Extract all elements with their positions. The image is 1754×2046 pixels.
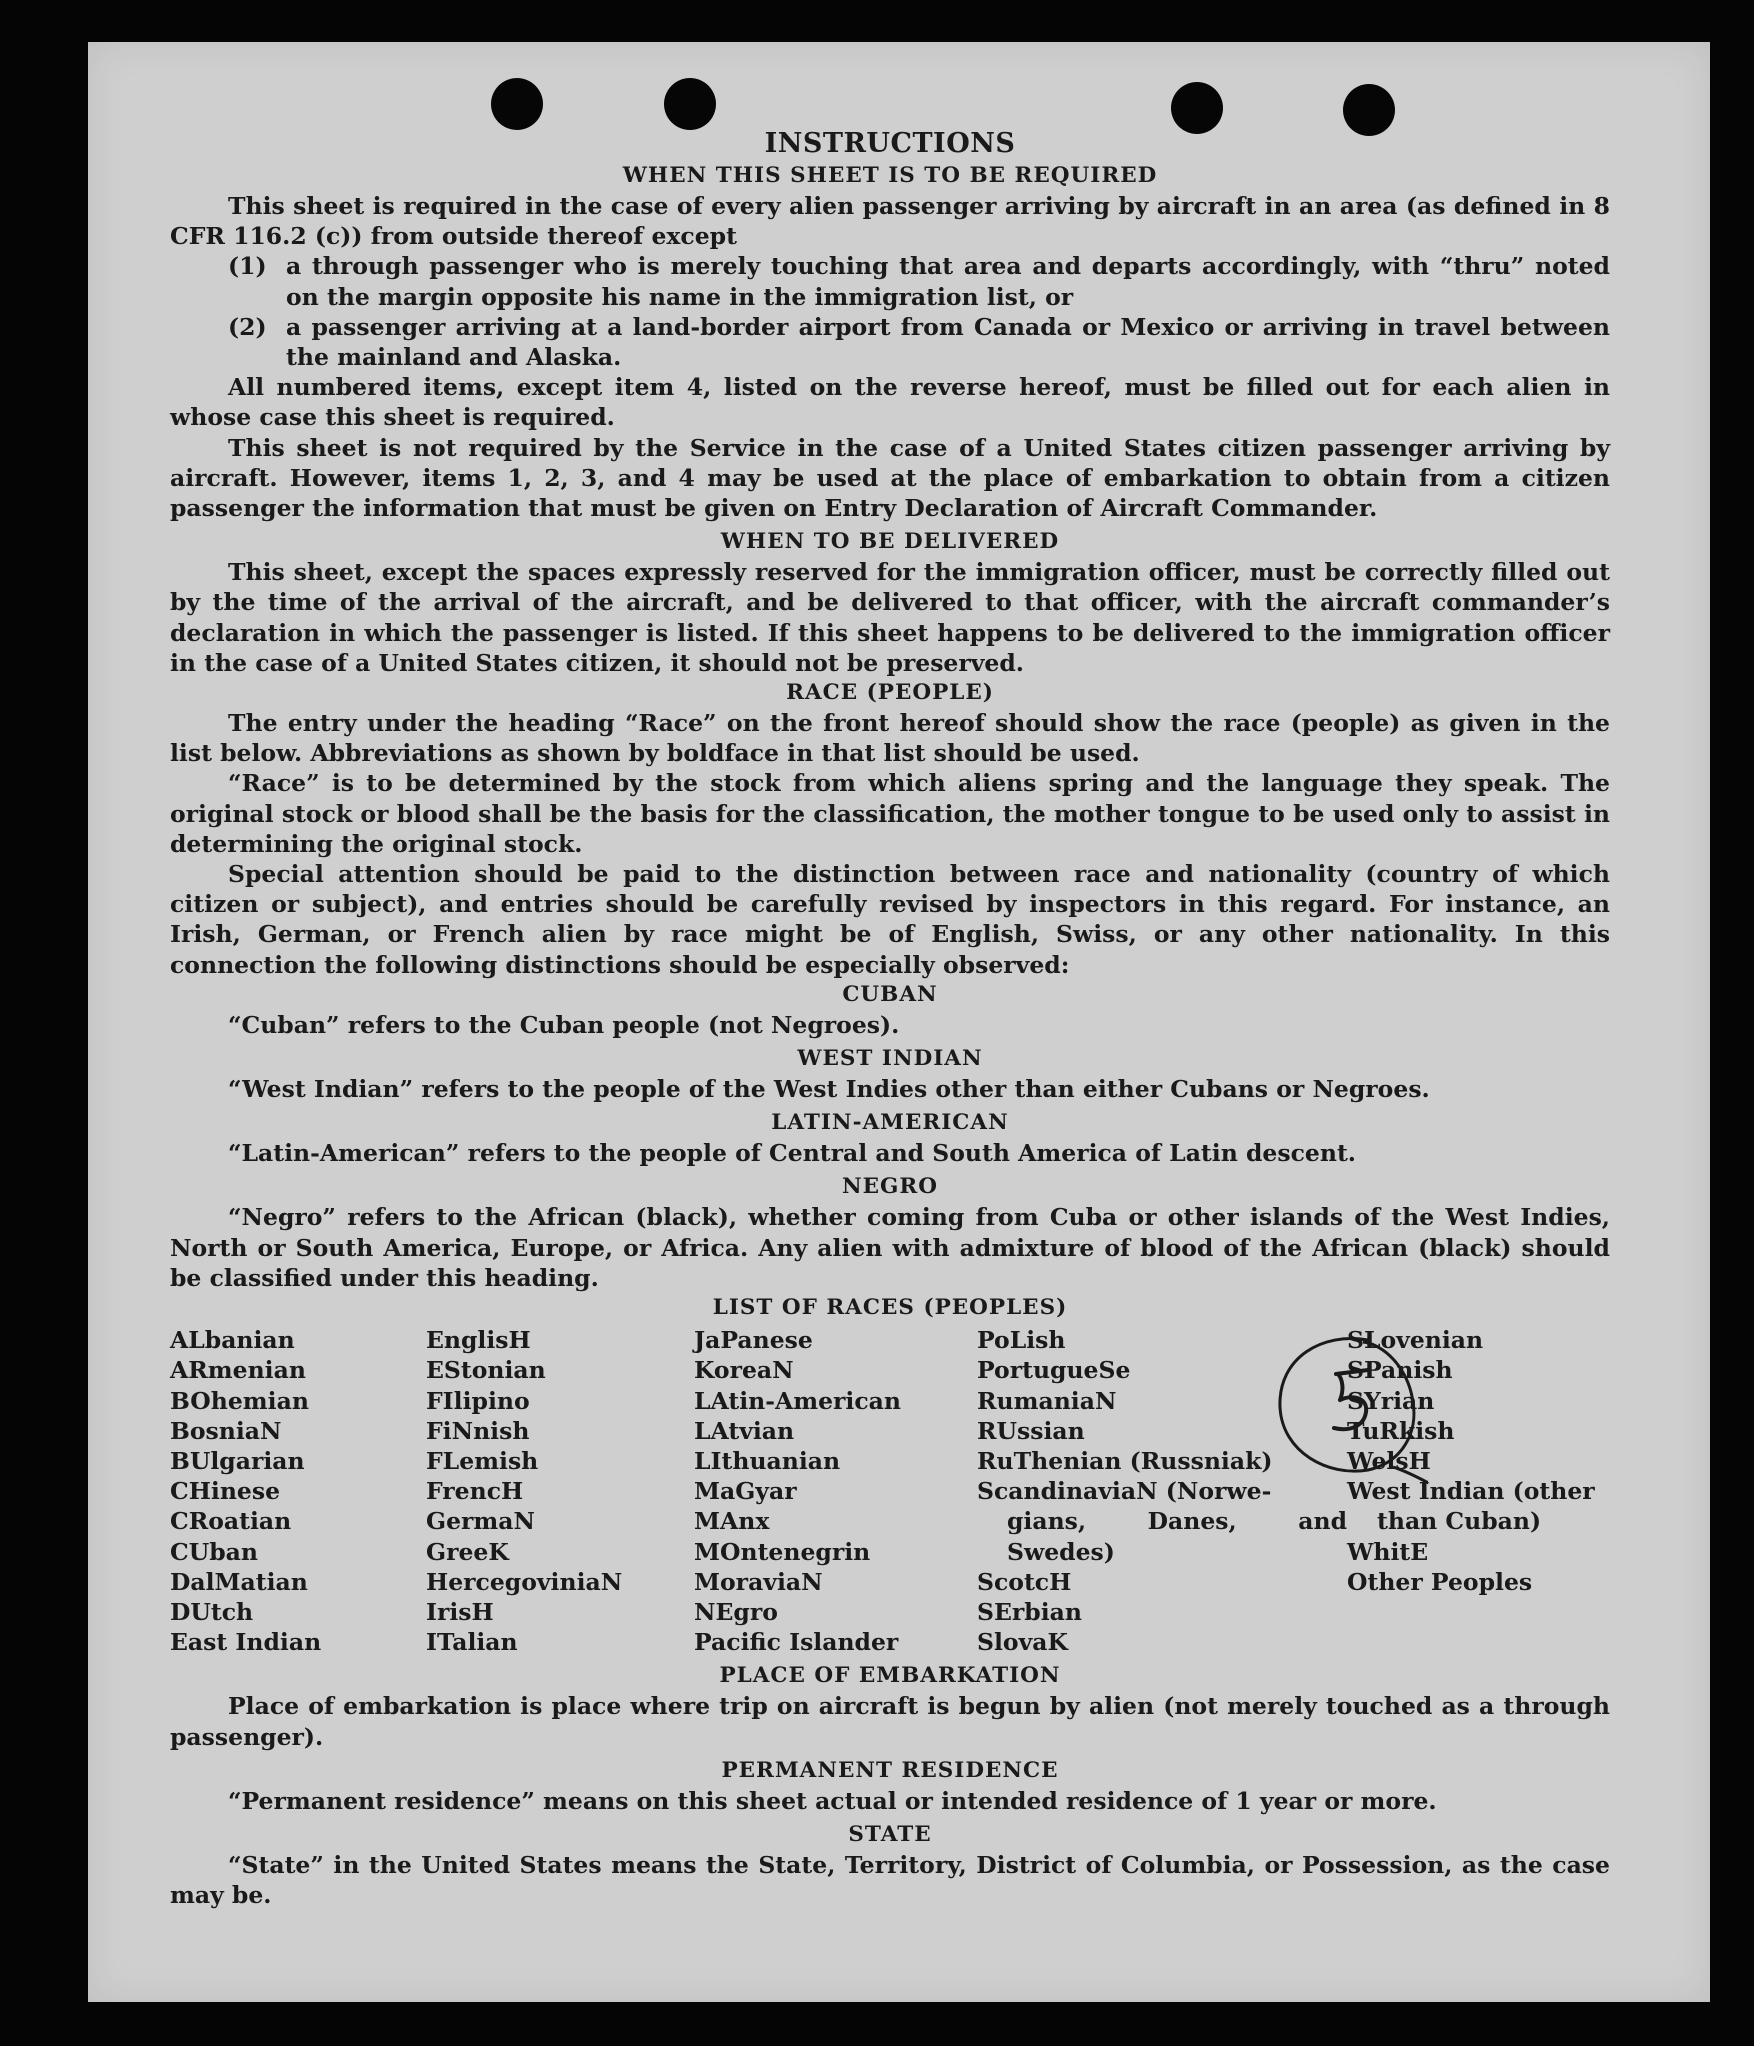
race-entry: GreeK (426, 1537, 509, 1566)
race-entry: MoraviaN (694, 1567, 823, 1596)
race-entry-continued: Swedes) (1007, 1537, 1115, 1566)
race-entry: RUssian (977, 1416, 1085, 1445)
race-entry: ScandinaviaN (Norwe- (977, 1477, 1272, 1506)
race-entry: DUtch (170, 1597, 254, 1626)
paragraph: “Negro” refers to the African (black), whether coming from Cuba or other islands of the West Indies, North or South America, Europe, or Africa. Any alien with admixture of blood of the African (black) should be classified under this heading. (170, 1203, 1610, 1292)
race-entry: ITalian (426, 1628, 518, 1657)
list-item (170, 312, 1610, 372)
race-entry: FrencH (426, 1477, 524, 1506)
race-entry: EnglisH (426, 1326, 531, 1355)
section-heading-state: STATE (848, 1821, 932, 1847)
paragraph: This sheet is required in the case of every alien passenger arriving by aircraft in an area (as defined in 8 CFR 116.2 (c)) from outside thereof except (170, 192, 1610, 251)
race-entry: BosniaN (170, 1416, 282, 1445)
races-column-3 (694, 1325, 977, 1657)
paragraph: This sheet, except the spaces expressly reserved for the immigration officer, must be correctly filled out by the time of the arrival of the aircraft, and be delivered to that officer, with the aircraft commander’s declaration in which the passenger is listed. If this sheet happens to be delivered to the immigration officer in the case of a United States citizen, it should not be preserved. (170, 558, 1610, 677)
paragraph: “Permanent residence” means on this sheet actual or intended residence of 1 year or more. (228, 1786, 1437, 1815)
race-entry: SLovenian (1347, 1326, 1484, 1355)
race-entry: Other Peoples (1347, 1567, 1533, 1596)
paragraph: “Latin-American” refers to the people of Central and South America of Latin descent. (228, 1139, 1356, 1168)
race-entry: SPanish (1347, 1356, 1453, 1385)
race-entry: West Indian (other (1347, 1477, 1595, 1506)
item-number: (1) (228, 252, 267, 281)
handwritten-circled-mark (1268, 1332, 1428, 1492)
race-entry: IrisH (426, 1597, 494, 1626)
instructions-content (170, 127, 1610, 1910)
race-entry: RuThenian (Russniak) (977, 1446, 1273, 1475)
race-entry: SYrian (1347, 1386, 1435, 1415)
race-entry: ARmenian (170, 1356, 306, 1385)
race-entry: CHinese (170, 1477, 281, 1506)
race-entry: GermaN (426, 1507, 535, 1536)
race-entry: Pacific Islander (694, 1628, 899, 1657)
race-entry: BUlgarian (170, 1446, 305, 1475)
section-heading-required: WHEN THIS SHEET IS TO BE REQUIRED (622, 163, 1158, 188)
race-entry: NEgro (694, 1597, 778, 1626)
race-entry: ALbanian (170, 1326, 295, 1355)
punch-hole (491, 78, 543, 130)
item-number: (2) (228, 312, 267, 341)
paragraph: This sheet is not required by the Service in the case of a United States citizen passenger arriving by aircraft. However, items 1, 2, 3, and 4 may be used at the place of embarkation to obtain from a citizen passenger the information that must be given on Entry Declaration of Aircraft Commander. (170, 433, 1610, 523)
section-heading-delivered: WHEN TO BE DELIVERED (720, 529, 1060, 555)
race-entry: JaPanese (694, 1326, 813, 1355)
race-entry: MAnx (694, 1507, 770, 1536)
race-entry: WelsH (1347, 1446, 1431, 1475)
race-entry-continued: gians, Danes, and (1007, 1507, 1347, 1536)
race-entry: PortugueSe (977, 1356, 1131, 1385)
race-entry: FiNnish (426, 1416, 530, 1445)
document-sheet (88, 42, 1710, 2002)
section-heading-latin-american: LATIN-AMERICAN (771, 1110, 1009, 1136)
race-entry: KoreaN (694, 1356, 794, 1385)
race-entry: MaGyar (694, 1477, 797, 1506)
section-heading-cuban: CUBAN (842, 981, 938, 1007)
race-entry: LAtvian (694, 1416, 795, 1445)
section-heading-negro: NEGRO (842, 1174, 938, 1200)
paragraph: Special attention should be paid to the distinction between race and nationality (country of which citizen or subject), and entries should be carefully revised by inspectors in this regard. For instance, an Irish, German, or French alien by race might be of English, Swiss, or any other nationality. In this connection the following distinctions should be especially observed: (170, 860, 1610, 979)
race-entry: CUban (170, 1537, 258, 1566)
race-entry: FIlipino (426, 1386, 530, 1415)
race-entry: East Indian (170, 1628, 322, 1657)
race-entry: ScotcH (977, 1567, 1072, 1596)
race-entry: SErbian (977, 1597, 1082, 1626)
race-entry: MOntenegrin (694, 1537, 871, 1566)
race-entry: FLemish (426, 1446, 539, 1475)
race-entry-continued: than Cuban) (1377, 1507, 1542, 1536)
item-text: a through passenger who is merely touching that area and departs accordingly, with “thru” noted on the margin opposite his name in the immigration list, or (286, 252, 1610, 311)
race-entry: DalMatian (170, 1567, 308, 1596)
race-entry: EStonian (426, 1356, 546, 1385)
race-entry: LIthuanian (694, 1446, 841, 1475)
paragraph: All numbered items, except item 4, listed on the reverse hereof, must be filled out for each alien in whose case this sheet is required. (170, 373, 1610, 432)
section-heading-list-of-races: LIST OF RACES (PEOPLES) (712, 1295, 1068, 1321)
document-title: INSTRUCTIONS (764, 128, 1016, 159)
paragraph: “West Indian” refers to the people of the West Indies other than either Cubans or Negroes. (228, 1075, 1430, 1104)
race-entry: RumaniaN (977, 1386, 1117, 1415)
race-entry: HercegoviniaN (426, 1567, 623, 1596)
list-item (170, 251, 1610, 311)
section-heading-permanent-residence: PERMANENT RESIDENCE (721, 1757, 1059, 1783)
paragraph: “State” in the United States means the State, Territory, District of Columbia, or Possession, as the case may be. (170, 1850, 1610, 1910)
paragraph: Place of embarkation is place where trip on aircraft is begun by alien (not merely touched as a through passenger). (170, 1692, 1610, 1751)
race-entry: SlovaK (977, 1628, 1068, 1657)
punch-hole (664, 78, 716, 130)
paragraph: The entry under the heading “Race” on the front hereof should show the race (people) as given in the list below. Abbreviations as shown by boldface in that list should be used. (170, 709, 1610, 768)
item-text: a passenger arriving at a land-border airport from Canada or Mexico or arriving in travel between the mainland and Alaska. (286, 312, 1610, 372)
races-column-2 (426, 1325, 694, 1657)
paragraph: “Race” is to be determined by the stock from which aliens spring and the language they speak. The original stock or blood shall be the basis for the classification, the mother tongue to be used only to assist in determining the original stock. (170, 769, 1610, 858)
race-entry: WhitE (1347, 1537, 1429, 1566)
races-column-1 (170, 1325, 426, 1657)
race-entry: PoLish (977, 1326, 1066, 1355)
paragraph: “Cuban” refers to the Cuban people (not Negroes). (228, 1010, 900, 1039)
race-entry: CRoatian (170, 1507, 292, 1536)
section-heading-west-indian: WEST INDIAN (797, 1046, 983, 1072)
section-heading-race: RACE (PEOPLE) (786, 680, 994, 706)
race-entry: TuRkish (1347, 1416, 1455, 1445)
section-heading-embarkation: PLACE OF EMBARKATION (719, 1663, 1061, 1689)
race-entry: LAtin-American (694, 1386, 901, 1415)
race-entry: BOhemian (170, 1386, 309, 1415)
